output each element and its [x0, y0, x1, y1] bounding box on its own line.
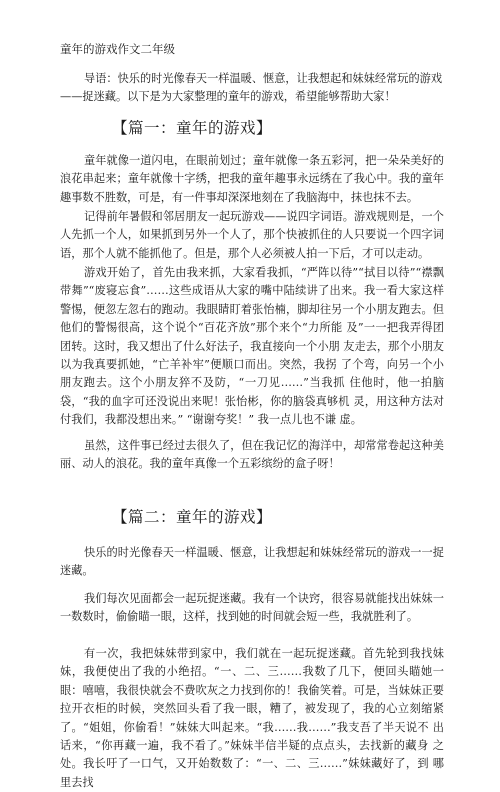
- section2-paragraph-2: 我们每次见面都会一起玩捉迷藏。我有一个诀窍，很容易就能找出妹妹一一数数时，偷偷瞄一眼，这样，找到她的时间就会短一些，我就胜利了。: [60, 592, 444, 624]
- section1-paragraph-4: 虽然，这件事已经过去很久了，但在我记忆的海洋中，却常常卷起这种美丽、动人的浪花。我的童年真像一个五彩缤纷的盒子呀！: [60, 439, 444, 471]
- document-title: 童年的游戏作文二年级: [60, 42, 175, 56]
- section2-heading: 【篇二：童年的游戏】: [112, 508, 273, 526]
- section1-paragraph-1: 童年就像一道闪电，在眼前划过；童年就像一条五彩河，把一朵朵美好的浪花串起来；童年就像十字绣，把我的童年趣事永远绣在了我心中。我的童年趣事数不胜数，可是，有一件事却深深地刻在了我脑海中，抹也抹不去。: [60, 154, 444, 204]
- section1-paragraph-2: 记得前年暑假和邻居朋友一起玩游戏——说四字词语。游戏规则是，一个人先抓一个人，如果抓到另外一个人了，那个快被抓住的人只要说一个四字词语，那个人就不能抓他了。但是，那个人必须被人拍一下后，才可以走动。: [60, 210, 444, 260]
- section2-paragraph-1: 快乐的时光像春天一样温暖、惬意，让我想起和妹妹经常玩的游戏一一捉迷藏。: [60, 546, 444, 578]
- section2-paragraph-3: 有一次，我把妹妹带到家中，我们就在一起玩捉迷藏。首先轮到我找妹 妹，我便使出了我的小绝招。“一、二、三……我数了几下，便回头瞄她一 眼：嘻嘻，我很快就会不费吹灰之力找到你的！我偷笑着。可是，当妹妹正要 拉开衣柜的时候，突然回头看了我一眼，糟了，被发现了，我的心立刻缩紧 了。“姐姐，你偷看！”妹妹大叫起来。“我……我……”我支吾了半天说不 出话来，“你再藏一遍，我不看了。”妹妹半信半疑的点点头，去找新的藏身 之处。我长吁了一口气，又开始数数了：“一、二、三……”妹妹藏好了，到 哪里去找: [60, 647, 444, 789]
- intro-paragraph: 导语：快乐的时光像春天一样温暖、惬意，让我想起和妹妹经常玩的游戏——捉迷藏。以下是为大家整理的童年的游戏，希望能够帮助大家！: [60, 72, 443, 104]
- section1-paragraph-3: 游戏开始了，首先由我来抓，大家看我抓，“严阵以待”“拭目以待”“襟飘带舞”“废寝忘食”……这些成语从大家的嘴中陆续讲了出来。我一看大家这样警惕，便忽左忽右的跑动。我眼睛盯着张怡楠，脚却往另一个小朋友跑去。但他们的警惕很高，这个说个“百花齐放”那个来个“力所能 及”一一把我弄得团团转。这时，我又想出了什么好法子，我直接向一个小朋 友走去，那个小朋友以为我真要抓她，“亡羊补牢”便顺口而出。突然，我拐 了个弯，向另一个小朋友跑去。这个小朋友猝不及防，“一刀见……”当我抓 住他时，他一拍脑袋，“我的血字可还没说出来呢！张怡彬，你的脑袋真够机 灵，用这种方法对付我们，我都没想出来。” “谢谢夸奖！” 我一点儿也不谦 虚。: [60, 266, 444, 427]
- section1-heading: 【篇一：童年的游戏】: [112, 119, 273, 137]
